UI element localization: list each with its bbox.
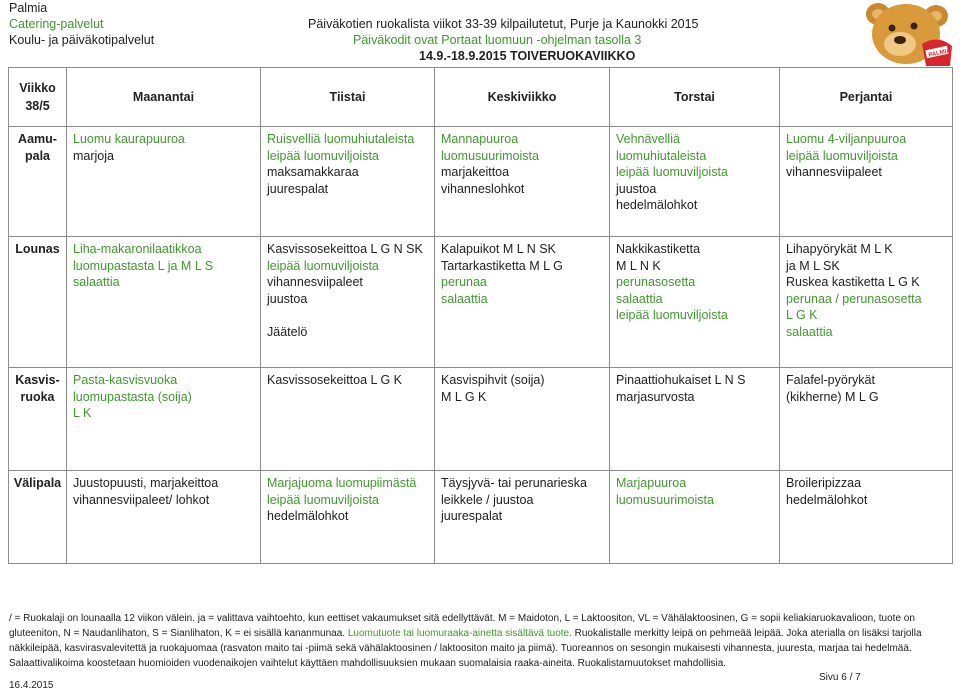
menu-item-line: leipää luomuviljoista [267, 148, 379, 163]
day-header-wednesday: Keskiviikko [435, 68, 610, 127]
meal-label-lunch [9, 237, 67, 368]
week-label [9, 68, 67, 127]
menu-item-line: L K [73, 406, 92, 420]
menu-item-line: Nakkikastiketta [616, 242, 701, 256]
weekly-menu-table [8, 67, 953, 564]
menu-item-line: Lihapyörykät M L K [786, 242, 893, 256]
menu-row-breakfast [9, 127, 953, 237]
menu-item-line: vihannesviipaleet [267, 275, 363, 289]
menu-cell-snack-day-4 [610, 471, 780, 564]
menu-item-line: vihannesviipaleet [786, 165, 882, 179]
menu-item-line: luomupastasta (soija) [73, 389, 192, 404]
menu-cell-vegetarian-day-4 [610, 368, 780, 471]
menu-cell-vegetarian-day-1 [67, 368, 261, 471]
menu-item-line: luomupastasta L ja M L S [73, 258, 214, 273]
meal-label-line: Kasvis- [15, 373, 60, 387]
legend-text: / = Ruokalaji on lounaalla 12 viikon välein. ja = valittava vaihtoehto, kun eettiset vakaumukset sitä edellyttävät. M = Maidoton, L = Laktoositon, VL = Vähälaktoosinen, G = sopii keliakiaruokavalioon, tuote on gluteeniton, N = Naudanlihaton, S = Sianlihaton, K = ei sisällä kananmunaa. [9, 613, 915, 639]
menu-item-line: Mannapuuroa [441, 132, 519, 146]
menu-item-line: Täysjyvä- tai perunarieska [441, 476, 587, 490]
menu-item-line: luomuhiutaleista [616, 148, 707, 163]
print-date: 16.4.2015 [9, 680, 54, 691]
legend-text-continued: Ruokalistalle merkitty leipä on pehmeää leipää. Joka aterialla on lisäksi tarjolla näkkileipää, kasvirasvalevitettä ja ruokajuomaa (rasvaton maito tai -piimä sekä vähälaktoosinen / laktoositon maito ja piimä). Tuoreannos on sesongin mukaisesti vihannesta, juuresta, marjaa tai hedelmää. Salaattivalikoima koostetaan huomioiden vuodenaikojen vaihtelut käyttäen mahdollisuuksien mukaan suomalaisia raaka-aineita. Ruokalistamuutokset mahdollisia. [9, 628, 922, 669]
menu-item-line: perunaa [441, 275, 487, 289]
menu-cell-snack-day-5 [780, 471, 953, 564]
menu-cell-vegetarian-day-2 [261, 368, 435, 471]
menu-item-line: juustoa [267, 291, 308, 306]
menu-item-line: luomusuurimoista [616, 492, 714, 507]
menu-item-line: Kasvissosekeittoa L G K [267, 373, 403, 387]
menu-item-line: Luomu kaurapuuroa [73, 132, 185, 146]
menu-item-line [267, 307, 428, 324]
menu-row-lunch [9, 237, 953, 368]
menu-item-line: leikkele / juustoa [441, 492, 534, 507]
menu-cell-lunch-day-2 [261, 237, 435, 368]
meal-label-breakfast [9, 127, 67, 237]
meal-label-vegetarian [9, 368, 67, 471]
menu-cell-snack-day-1 [67, 471, 261, 564]
menu-item-line: Jäätelö [267, 324, 308, 339]
menu-item-line: Pasta-kasvisvuoka [73, 373, 178, 387]
menu-item-line: luomusuurimoista [441, 148, 539, 163]
meal-label-line: Välipala [13, 476, 62, 490]
menu-item-line: juurespalat [441, 509, 503, 523]
page-header [0, 0, 960, 66]
day-header-tuesday: Tiistai [261, 68, 435, 127]
day-header-thursday: Torstai [610, 68, 780, 127]
menu-item-line: hedelmälohkot [616, 198, 698, 212]
meal-label-line: pala [24, 148, 50, 163]
menu-item-line: (kikherne) M L G [786, 389, 879, 404]
menu-item-line: Vehnävelliä [616, 132, 680, 146]
menu-item-line: leipää luomuviljoista [616, 165, 728, 179]
menu-item-line: perunaa / perunasosetta [786, 291, 922, 306]
menu-item-line: maksamakkaraa [267, 165, 359, 179]
menu-item-line: Ruskea kastiketta L G K [786, 275, 920, 289]
menu-item-line: marjoja [73, 148, 114, 163]
menu-cell-lunch-day-4 [610, 237, 780, 368]
menu-item-line: M L G K [441, 389, 487, 404]
day-header-row [9, 68, 953, 127]
unit-name: Koulu- ja päiväkotipalvelut [9, 33, 155, 47]
menu-cell-lunch-day-3 [435, 237, 610, 368]
menu-cell-breakfast-day-3 [435, 127, 610, 237]
menu-item-line: Falafel-pyörykät [786, 373, 875, 387]
menu-item-line: leipää luomuviljoista [267, 258, 379, 273]
menu-item-line: Ruisvelliä luomuhiutaleista [267, 132, 415, 146]
menu-item-line: Marjajuoma luomupiimästä [267, 476, 417, 490]
menu-item-line: vihanneslohkot [441, 181, 525, 196]
menu-item-line: leipää luomuviljoista [616, 308, 728, 322]
menu-item-line: leipää luomuviljoista [267, 492, 379, 507]
menu-item-line: Juustopuusti, marjakeittoa [73, 476, 219, 490]
menu-item-line: Broileripizzaa [786, 476, 862, 490]
menu-cell-vegetarian-day-3 [435, 368, 610, 471]
menu-cell-breakfast-day-5 [780, 127, 953, 237]
meal-label-line: Lounas [15, 242, 60, 256]
legend-organic-note: Luomutuote tai luomuraaka-ainetta sisältävä tuote. [347, 628, 572, 639]
menu-item-line: L G K [786, 308, 818, 322]
menu-item-line: Kasvispihvit (soija) [441, 373, 545, 387]
menu-title: Päiväkotien ruokalista viikot 33-39 kilpailutetut, Purje ja Kaunokki 2015 [308, 17, 699, 31]
menu-row-snack [9, 471, 953, 564]
meal-label-line: Aamu- [18, 132, 57, 146]
footer-legend [9, 611, 949, 671]
meal-label-line: ruoka [20, 389, 55, 404]
menu-item-line: ja M L SK [786, 258, 840, 273]
menu-subtitle: Päiväkodit ovat Portaat luomuun -ohjelman tasolla 3 [353, 33, 642, 47]
menu-cell-snack-day-2 [261, 471, 435, 564]
menu-cell-vegetarian-day-5 [780, 368, 953, 471]
menu-cell-lunch-day-1 [67, 237, 261, 368]
menu-item-line: Luomu 4-viljanpuuroa [786, 132, 907, 146]
menu-cell-breakfast-day-1 [67, 127, 261, 237]
week-range: 14.9.-18.9.2015 TOIVERUOKAVIIKKO [419, 49, 636, 63]
teddy-bear-mascot-icon [838, 0, 960, 66]
page-number: Sivu 6 / 7 [819, 672, 861, 683]
svg-text:PALMIA: PALMIA [927, 48, 952, 59]
menu-cell-breakfast-day-4 [610, 127, 780, 237]
division-name: Catering-palvelut [9, 17, 104, 31]
meal-label-snack [9, 471, 67, 564]
day-header-friday: Perjantai [780, 68, 953, 127]
menu-row-vegetarian [9, 368, 953, 471]
day-header-monday: Maanantai [67, 68, 261, 127]
menu-item-line: salaattia [73, 275, 120, 289]
menu-item-line: hedelmälohkot [786, 492, 868, 507]
company-name: Palmia [9, 1, 48, 15]
menu-item-line: vihannesviipaleet/ lohkot [73, 492, 210, 507]
menu-item-line: Liha-makaronilaatikkoa [73, 242, 202, 256]
menu-cell-lunch-day-5 [780, 237, 953, 368]
menu-item-line: marjakeittoa [441, 165, 510, 179]
menu-cell-snack-day-3 [435, 471, 610, 564]
menu-item-line: M L N K [616, 258, 661, 273]
menu-item-line: hedelmälohkot [267, 509, 349, 523]
menu-item-line: salaattia [786, 324, 833, 339]
menu-item-line: salaattia [441, 291, 488, 306]
menu-item-line: juustoa [616, 181, 657, 196]
menu-item-line: Kalapuikot M L N SK [441, 242, 556, 256]
week-label-line-1: Viikko [19, 81, 56, 95]
menu-cell-breakfast-day-2 [261, 127, 435, 237]
menu-item-line: perunasosetta [616, 275, 696, 289]
menu-item-line: marjasurvosta [616, 389, 695, 404]
menu-item-line: Kasvissosekeittoa L G N SK [267, 242, 423, 256]
menu-item-line: juurespalat [267, 181, 329, 196]
menu-item-line: Tartarkastiketta M L G [441, 258, 563, 273]
menu-item-line: Marjapuuroa [616, 476, 687, 490]
week-number: 38/5 [25, 99, 50, 113]
menu-item-line: leipää luomuviljoista [786, 148, 898, 163]
menu-item-line: salaattia [616, 291, 663, 306]
menu-item-line: Pinaattiohukaiset L N S [616, 373, 746, 387]
